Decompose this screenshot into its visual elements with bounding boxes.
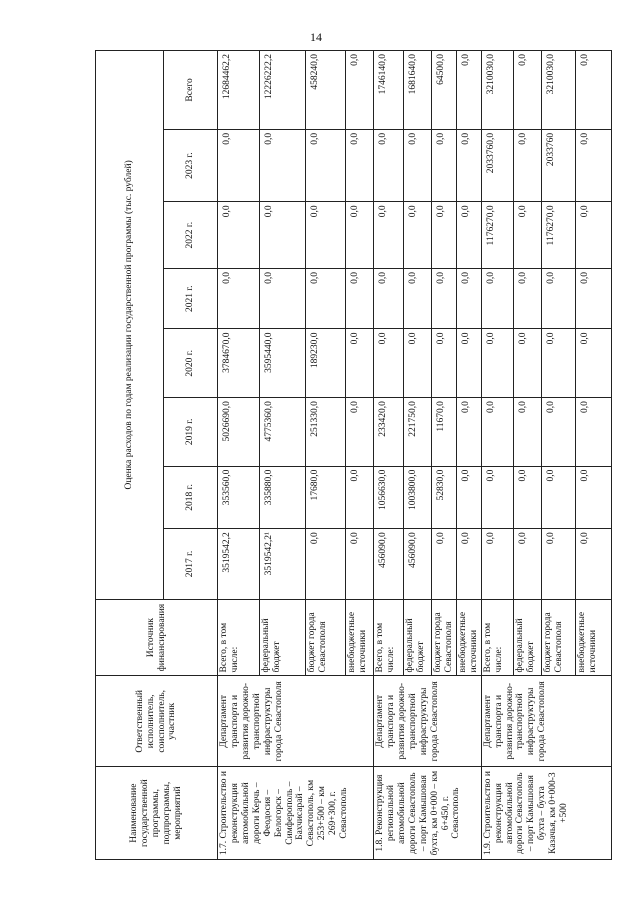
year-value-cell: 0,0 xyxy=(481,329,513,398)
year-value-cell: 0,0 xyxy=(513,268,541,329)
funding-source: федеральный бюджет xyxy=(260,599,306,676)
year-value-cell: 0,0 xyxy=(481,398,513,467)
measure-name: 1.8. Реконструкция региональной автомобильной дороги Севастополь – порт Камышовая бухта, км 0+000 – км 6+450, г. Севастополь xyxy=(374,767,482,860)
year-value-cell: 0,0 xyxy=(374,268,404,329)
funding-source: внебюджетные источники xyxy=(346,599,374,676)
total-value-cell: 0,0 xyxy=(513,51,541,130)
total-value-cell: 12684462,2 xyxy=(218,51,260,130)
year-value-cell: 0,0 xyxy=(575,268,611,329)
year-value-cell: 52830,0 xyxy=(432,466,457,529)
table-row xyxy=(218,51,260,860)
year-value-cell: 0,0 xyxy=(575,466,611,529)
year-value-cell: 0,0 xyxy=(374,329,404,398)
header-year: 2020 г. xyxy=(164,329,218,398)
year-value-cell: 0,0 xyxy=(456,202,481,269)
table-body xyxy=(218,51,612,860)
total-value-cell: 458240,0 xyxy=(306,51,346,130)
year-value-cell: 0,0 xyxy=(456,329,481,398)
year-value-cell: 0,0 xyxy=(575,398,611,467)
funding-source: бюджет города Севастополя xyxy=(432,599,457,676)
year-value-cell: 0,0 xyxy=(541,268,575,329)
header-name: Наименование государственной программы, подпрограммы, мероприятий xyxy=(96,767,218,860)
year-value-cell: 0,0 xyxy=(346,329,374,398)
year-value-cell: 0,0 xyxy=(575,329,611,398)
header-year: 2019 г. xyxy=(164,398,218,467)
year-value-cell: 0,0 xyxy=(456,398,481,467)
year-value-cell: 5026690,0 xyxy=(218,398,260,467)
year-value-cell: 0,0 xyxy=(513,466,541,529)
year-value-cell: 0,0 xyxy=(432,329,457,398)
year-value-cell: 0,0 xyxy=(404,202,432,269)
year-value-cell: 0,0 xyxy=(541,329,575,398)
header-year: 2021 г. xyxy=(164,268,218,329)
year-value-cell: 0,0 xyxy=(404,329,432,398)
year-value-cell: 353560,0 xyxy=(218,466,260,529)
year-value-cell: 0,0 xyxy=(346,398,374,467)
year-value-cell: 17680,0 xyxy=(306,466,346,529)
header-year: 2018 г. xyxy=(164,466,218,529)
year-value-cell: 0,0 xyxy=(306,202,346,269)
header-year: 2023 г. xyxy=(164,129,218,202)
year-value-cell: 189230,0 xyxy=(306,329,346,398)
rotated-table-container xyxy=(95,50,598,860)
year-value-cell: 0,0 xyxy=(513,529,541,600)
program-expenses-table xyxy=(95,50,612,860)
header-estimate: Оценка расходов по годам реализации государственной программы (тыс. рублей) xyxy=(96,51,164,600)
year-value-cell: 0,0 xyxy=(346,129,374,202)
year-value-cell: 0,0 xyxy=(218,129,260,202)
total-value-cell: 64500,0 xyxy=(432,51,457,130)
year-value-cell: 0,0 xyxy=(456,466,481,529)
measure-name: 1.7. Строительство и реконструкция автомобильной дороги Керчь – Феодосия – Белогорск – Симферополь – Бахчисарай – Севастополь, км 253+500 – км 269+300, г. Севастополь xyxy=(218,767,374,860)
year-value-cell: 11670,0 xyxy=(432,398,457,467)
funding-source: бюджет города Севастополя xyxy=(541,599,575,676)
year-value-cell: 0,0 xyxy=(346,529,374,600)
year-value-cell: 0,0 xyxy=(374,129,404,202)
year-value-cell: 3784670,0 xyxy=(218,329,260,398)
year-value-cell: 0,0 xyxy=(481,529,513,600)
year-value-cell: 1176270,0 xyxy=(481,202,513,269)
header-executor: Ответственный исполнитель, соисполнитель, участник xyxy=(96,676,218,767)
year-value-cell: 0,0 xyxy=(260,268,306,329)
total-value-cell: 1746140,0 xyxy=(374,51,404,130)
year-value-cell: 0,0 xyxy=(575,529,611,600)
year-value-cell: 0,0 xyxy=(260,202,306,269)
year-value-cell: 0,0 xyxy=(513,202,541,269)
year-value-cell: 335880,0 xyxy=(260,466,306,529)
funding-source: федеральный бюджет xyxy=(404,599,432,676)
total-value-cell: 0,0 xyxy=(456,51,481,130)
total-value-cell: 0,0 xyxy=(575,51,611,130)
funding-source: Всего, в том числе: xyxy=(218,599,260,676)
year-value-cell: 0,0 xyxy=(404,129,432,202)
year-value-cell: 0,0 xyxy=(575,129,611,202)
year-value-cell: 0,0 xyxy=(218,202,260,269)
year-value-cell: 0,0 xyxy=(306,268,346,329)
total-value-cell: 1681640,0 xyxy=(404,51,432,130)
year-value-cell: 4775360,0 xyxy=(260,398,306,467)
year-value-cell: 0,0 xyxy=(346,466,374,529)
year-value-cell: 456090,0 xyxy=(374,529,404,600)
header-total: Всего xyxy=(164,51,218,130)
year-value-cell: 0,0 xyxy=(575,202,611,269)
year-value-cell: 221750,0 xyxy=(404,398,432,467)
total-value-cell: 0,0 xyxy=(346,51,374,130)
year-value-cell: 0,0 xyxy=(456,268,481,329)
year-value-cell: 0,0 xyxy=(260,129,306,202)
total-value-cell: 3210030,0 xyxy=(481,51,513,130)
year-value-cell: 0,0 xyxy=(432,529,457,600)
year-value-cell: 1056630,0 xyxy=(374,466,404,529)
year-value-cell: 2033760 xyxy=(541,129,575,202)
header-source: Источник финансирования xyxy=(96,599,218,676)
year-value-cell: 0,0 xyxy=(541,398,575,467)
header-year: 2022 г. xyxy=(164,202,218,269)
year-value-cell: 2033760,0 xyxy=(481,129,513,202)
year-value-cell: 0,0 xyxy=(432,268,457,329)
year-value-cell: 0,0 xyxy=(456,529,481,600)
year-value-cell: 0,0 xyxy=(306,129,346,202)
year-value-cell: 1176270,0 xyxy=(541,202,575,269)
measure-name: 1.9. Строительство и реконструкция автомобильной дороги Севастополь – порт Камышовая бухта – бухта Казачья, км 0+000-3 +500 xyxy=(481,767,611,860)
responsible-executor: Департамент транспорта и развития дорожно-транспортной инфраструктуры города Севастополя xyxy=(481,676,611,767)
funding-source: федеральный бюджет xyxy=(513,599,541,676)
year-value-cell: 3519542,2¹ xyxy=(260,529,306,600)
year-value-cell: 0,0 xyxy=(481,268,513,329)
total-value-cell: 3210030,0 xyxy=(541,51,575,130)
year-value-cell: 251330,0 xyxy=(306,398,346,467)
year-value-cell: 0,0 xyxy=(306,529,346,600)
year-value-cell: 0,0 xyxy=(513,398,541,467)
year-value-cell: 1003800,0 xyxy=(404,466,432,529)
year-value-cell: 0,0 xyxy=(218,268,260,329)
year-value-cell: 0,0 xyxy=(404,268,432,329)
page-number: 14 xyxy=(310,30,322,44)
year-value-cell: 0,0 xyxy=(346,268,374,329)
year-value-cell: 0,0 xyxy=(432,202,457,269)
year-value-cell: 233420,0 xyxy=(374,398,404,467)
funding-source: бюджет города Севастополя xyxy=(306,599,346,676)
responsible-executor: Департамент транспорта и развития дорожно-транспортной инфраструктуры города Севастополя xyxy=(374,676,482,767)
year-value-cell: 0,0 xyxy=(432,129,457,202)
funding-source: внебюджетные источники xyxy=(575,599,611,676)
table-row xyxy=(374,51,404,860)
year-value-cell: 3519542,2 xyxy=(218,529,260,600)
year-value-cell: 0,0 xyxy=(513,329,541,398)
year-value-cell: 0,0 xyxy=(456,129,481,202)
year-value-cell: 0,0 xyxy=(374,202,404,269)
total-value-cell: 12226222,2 xyxy=(260,51,306,130)
header-year: 2017 г. xyxy=(164,529,218,600)
year-value-cell: 3595440,0 xyxy=(260,329,306,398)
table-row xyxy=(481,51,513,860)
year-value-cell: 0,0 xyxy=(481,466,513,529)
funding-source: Всего, в том числе: xyxy=(481,599,513,676)
funding-source: Всего, в том числе: xyxy=(374,599,404,676)
year-value-cell: 0,0 xyxy=(541,466,575,529)
year-value-cell: 456090,0 xyxy=(404,529,432,600)
responsible-executor: Департамент транспорта и развития дорожно-транспортной инфраструктуры города Севастополя xyxy=(218,676,374,767)
funding-source: внебюджетные источники xyxy=(456,599,481,676)
year-value-cell: 0,0 xyxy=(346,202,374,269)
year-value-cell: 0,0 xyxy=(513,129,541,202)
year-value-cell: 0,0 xyxy=(541,529,575,600)
